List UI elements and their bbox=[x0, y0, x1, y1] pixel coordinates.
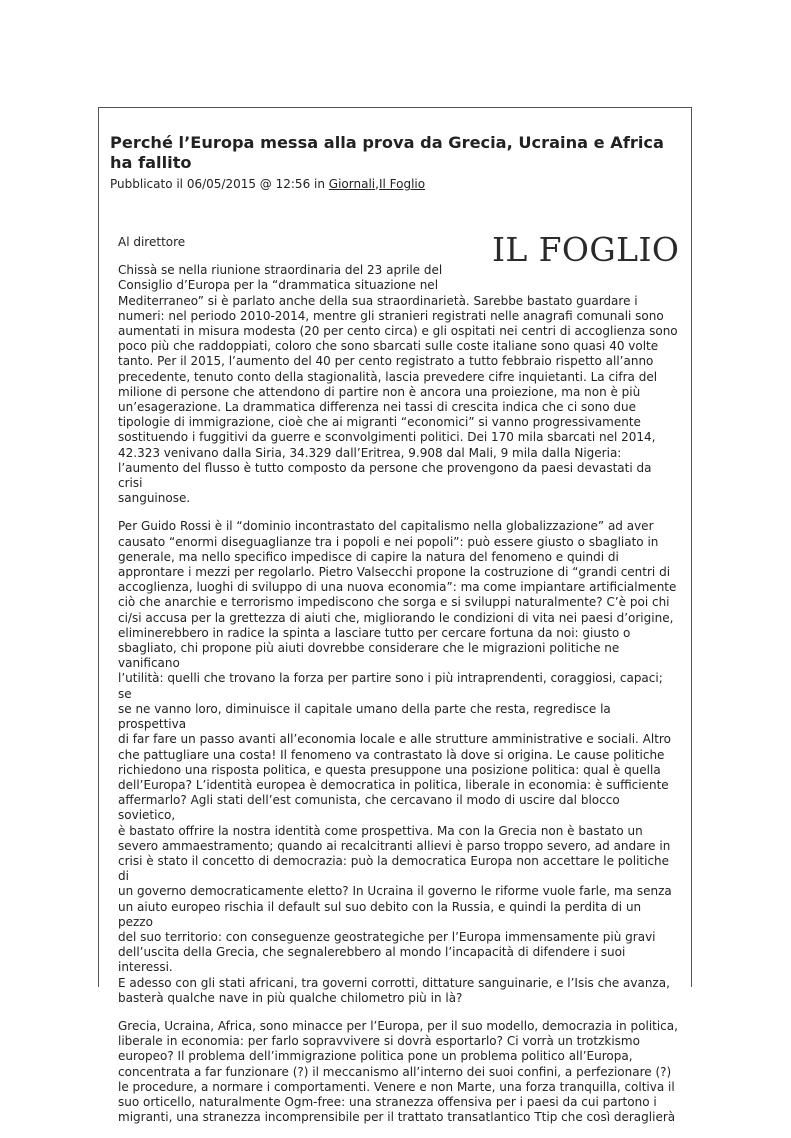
text-line: accoglienza, luoghi di sviluppo di una nuova economia”: ma come impiantare artificialmente bbox=[118, 580, 677, 595]
text-line: concentrata a far funzionare (?) il meccanismo all’interno dei suoi confini, a perfezionare (?) bbox=[118, 1064, 672, 1079]
text-line: che pattugliare una costa! Il fenomeno va contrastato là dove si origina. Le cause politiche bbox=[118, 747, 665, 762]
text-line: tanto. Per il 2015, l’aumento del 40 per cento registrato a tutto febbraio rispetto all’anno bbox=[118, 354, 654, 369]
text-line: è bastato offrire la nostra identità come prospettiva. Ma con la Grecia non è bastato un bbox=[118, 823, 643, 838]
paragraph-1 bbox=[118, 263, 678, 506]
text-line: numeri: nel periodo 2010-2014, mentre gli stranieri registrati nelle anagrafi comunali sono bbox=[118, 308, 664, 323]
text-line: Consiglio d’Europa per la “drammatica situazione nel bbox=[118, 278, 439, 293]
text-line: se ne vanno loro, diminuisce il capitale umano della parte che resta, regredisce la prospettiva bbox=[118, 701, 611, 732]
category-separator: , bbox=[375, 177, 379, 191]
text-line: severo ammaestramento; quando ai recalcitranti allievi è parso troppo severo, ad andare in bbox=[118, 838, 671, 853]
paragraph-3 bbox=[118, 1019, 678, 1125]
text-line: eliminerebbero in radice la spinta a lasciare tutto per cercare fortuna da noi: giusto o bbox=[118, 625, 631, 640]
text-line: liberale in economia: per farlo sopravvivere si dovrà esportarlo? Ci vorrà un trotzkismo bbox=[118, 1034, 640, 1049]
text-line: migranti, una stranezza incomprensibile per il trattato transatlantico Ttip che così deraglierà bbox=[118, 1110, 676, 1125]
text-line: precedente, tenuto conto della stagionalità, lascia prevedere cifre inquietanti. La cifra del bbox=[118, 369, 658, 384]
salutation: Al direttore bbox=[118, 235, 186, 249]
text-line: causato “enormi diseguaglianze tra i popoli e nei popoli”: può essere giusto o sbagliato in bbox=[118, 534, 659, 549]
text-line: l’aumento del flusso è tutto composto da persone che provengono da paesi devastati da crisi bbox=[118, 460, 652, 491]
text-line: suo orticello, naturalmente Ogm-free: una stranezza offensiva per i paesi da cui partono i bbox=[118, 1094, 657, 1109]
article-body bbox=[118, 235, 678, 1138]
il-foglio-logo: IL FOGLIO bbox=[492, 230, 680, 269]
text-line: un aiuto europeo rischia il default sul suo debito con la Russia, e quindi la perdita di un pezzo bbox=[118, 899, 642, 929]
text-line: dell’Europa? L’identità europea è democratica in politica, liberale in economia: è sufficiente bbox=[118, 777, 669, 792]
text-line: l’utilità: quelli che trovano la forza per partire sono i più intraprendenti, coraggiosi, capaci; se bbox=[118, 671, 663, 701]
text-line: Grecia, Ucraina, Africa, sono minacce per l’Europa, per il suo modello, democrazia in politica, bbox=[118, 1018, 678, 1033]
text-line: affermarlo? Agli stati dell’est comunista, che cercavano il modo di uscire dal blocco sovietico, bbox=[118, 793, 620, 823]
text-line: sostituendo i fuggitivi da guerre e sconvolgimenti politici. Dei 170 mila sbarcati nel 2014, bbox=[118, 430, 656, 445]
text-line: basterà qualche nave in più qualche chilometro più in là? bbox=[118, 990, 463, 1005]
text-line: sanguinose. bbox=[118, 491, 191, 506]
text-line: E adesso con gli stati africani, tra governi corrotti, dittature sanguinarie, e l’Isis che avanza, bbox=[118, 975, 670, 990]
text-line: 42.323 venivano dalla Siria, 34.329 dall’Eritrea, 9.908 dal Mali, 9 mila dalla Nigeria: bbox=[118, 445, 622, 460]
article-title: Perché l’Europa messa alla prova da Grecia, Ucraina e Africa ha fallito bbox=[110, 133, 664, 172]
text-line: richiedono una risposta politica, e questa presuppone una posizione politica: qual è quella bbox=[118, 762, 661, 777]
category-link-il-foglio[interactable]: Il Foglio bbox=[378, 177, 426, 191]
text-line: tipologie di immigrazione, cioè che ai migranti “economici” si vanno progressivamente bbox=[118, 415, 641, 430]
text-line: ciò che anarchie e terrorismo impediscono che sorga e si sviluppi naturalmente? C’è poi chi bbox=[118, 595, 670, 610]
text-line: poco più che raddoppiati, coloro che sono sbarcati sulle coste italiane sono quasi 40 volte bbox=[118, 339, 659, 354]
text-line: Mediterraneo” si è parlato anche della sua straordinarietà. Sarebbe bastato guardare i bbox=[118, 293, 638, 308]
text-line: europeo? Il problema dell’immigrazione politica pone un problema politico all’Europa, bbox=[118, 1049, 633, 1064]
text-line: generale, ma nello specifico impedisce di capire la natura del fenomeno e quindi di bbox=[118, 549, 619, 564]
text-line: aumentati in misura modesta (20 per cento circa) e gli ospitati nei centri di accoglienza sono bbox=[118, 324, 678, 339]
publication-date: Pubblicato il 06/05/2015 @ 12:56 in bbox=[110, 177, 325, 191]
text-line: dell’uscita della Grecia, che segnalerebbero al mondo l’incapacità di difendere i suoi interessi. bbox=[118, 945, 626, 975]
text-line: milione di persone che attendono di partire non è ancora una proiezione, ma non è più bbox=[118, 384, 641, 399]
text-line: un governo democraticamente eletto? In Ucraina il governo le riforme vuole farle, ma senza bbox=[118, 884, 672, 899]
text-line: approntare i mezzi per regolarlo. Pietro Valsecchi propone la costruzione di “grandi centri di bbox=[118, 565, 671, 580]
text-line: Per Guido Rossi è il “dominio incontrastato del capitalismo nella globalizzazione” ad aver bbox=[118, 519, 654, 534]
category-link-giornali[interactable]: Giornali bbox=[328, 177, 376, 191]
article-meta bbox=[110, 176, 425, 192]
text-line: ci/si accusa per la grettezza di aiuti che, migliorando le condizioni di vita nei paesi d’origine, bbox=[118, 610, 674, 625]
text-line: un’esagerazione. La drammatica differenza nei tassi di crescita indica che ci sono due bbox=[118, 400, 636, 415]
text-line: del suo territorio: con conseguenze geostrategiche per l’Europa immensamente più gravi bbox=[118, 929, 656, 944]
text-line: sbagliato, chi propone più aiuti dovrebbe considerare che le migrazioni politiche ne vanificano bbox=[118, 641, 620, 671]
paragraph-2 bbox=[118, 519, 678, 1006]
text-line: crisi è stato il concetto di democrazia: può la democratica Europa non accettare le politiche di bbox=[118, 853, 670, 884]
text-line: le procedure, a normare i comportamenti. Venere e non Marte, una forza tranquilla, coltiva il bbox=[118, 1079, 675, 1094]
text-line: di far fare un passo avanti all’economia locale e alle strutture amministrative e sociali. Altro bbox=[118, 732, 671, 747]
text-line: Chissà se nella riunione straordinaria del 23 aprile del bbox=[118, 263, 443, 278]
